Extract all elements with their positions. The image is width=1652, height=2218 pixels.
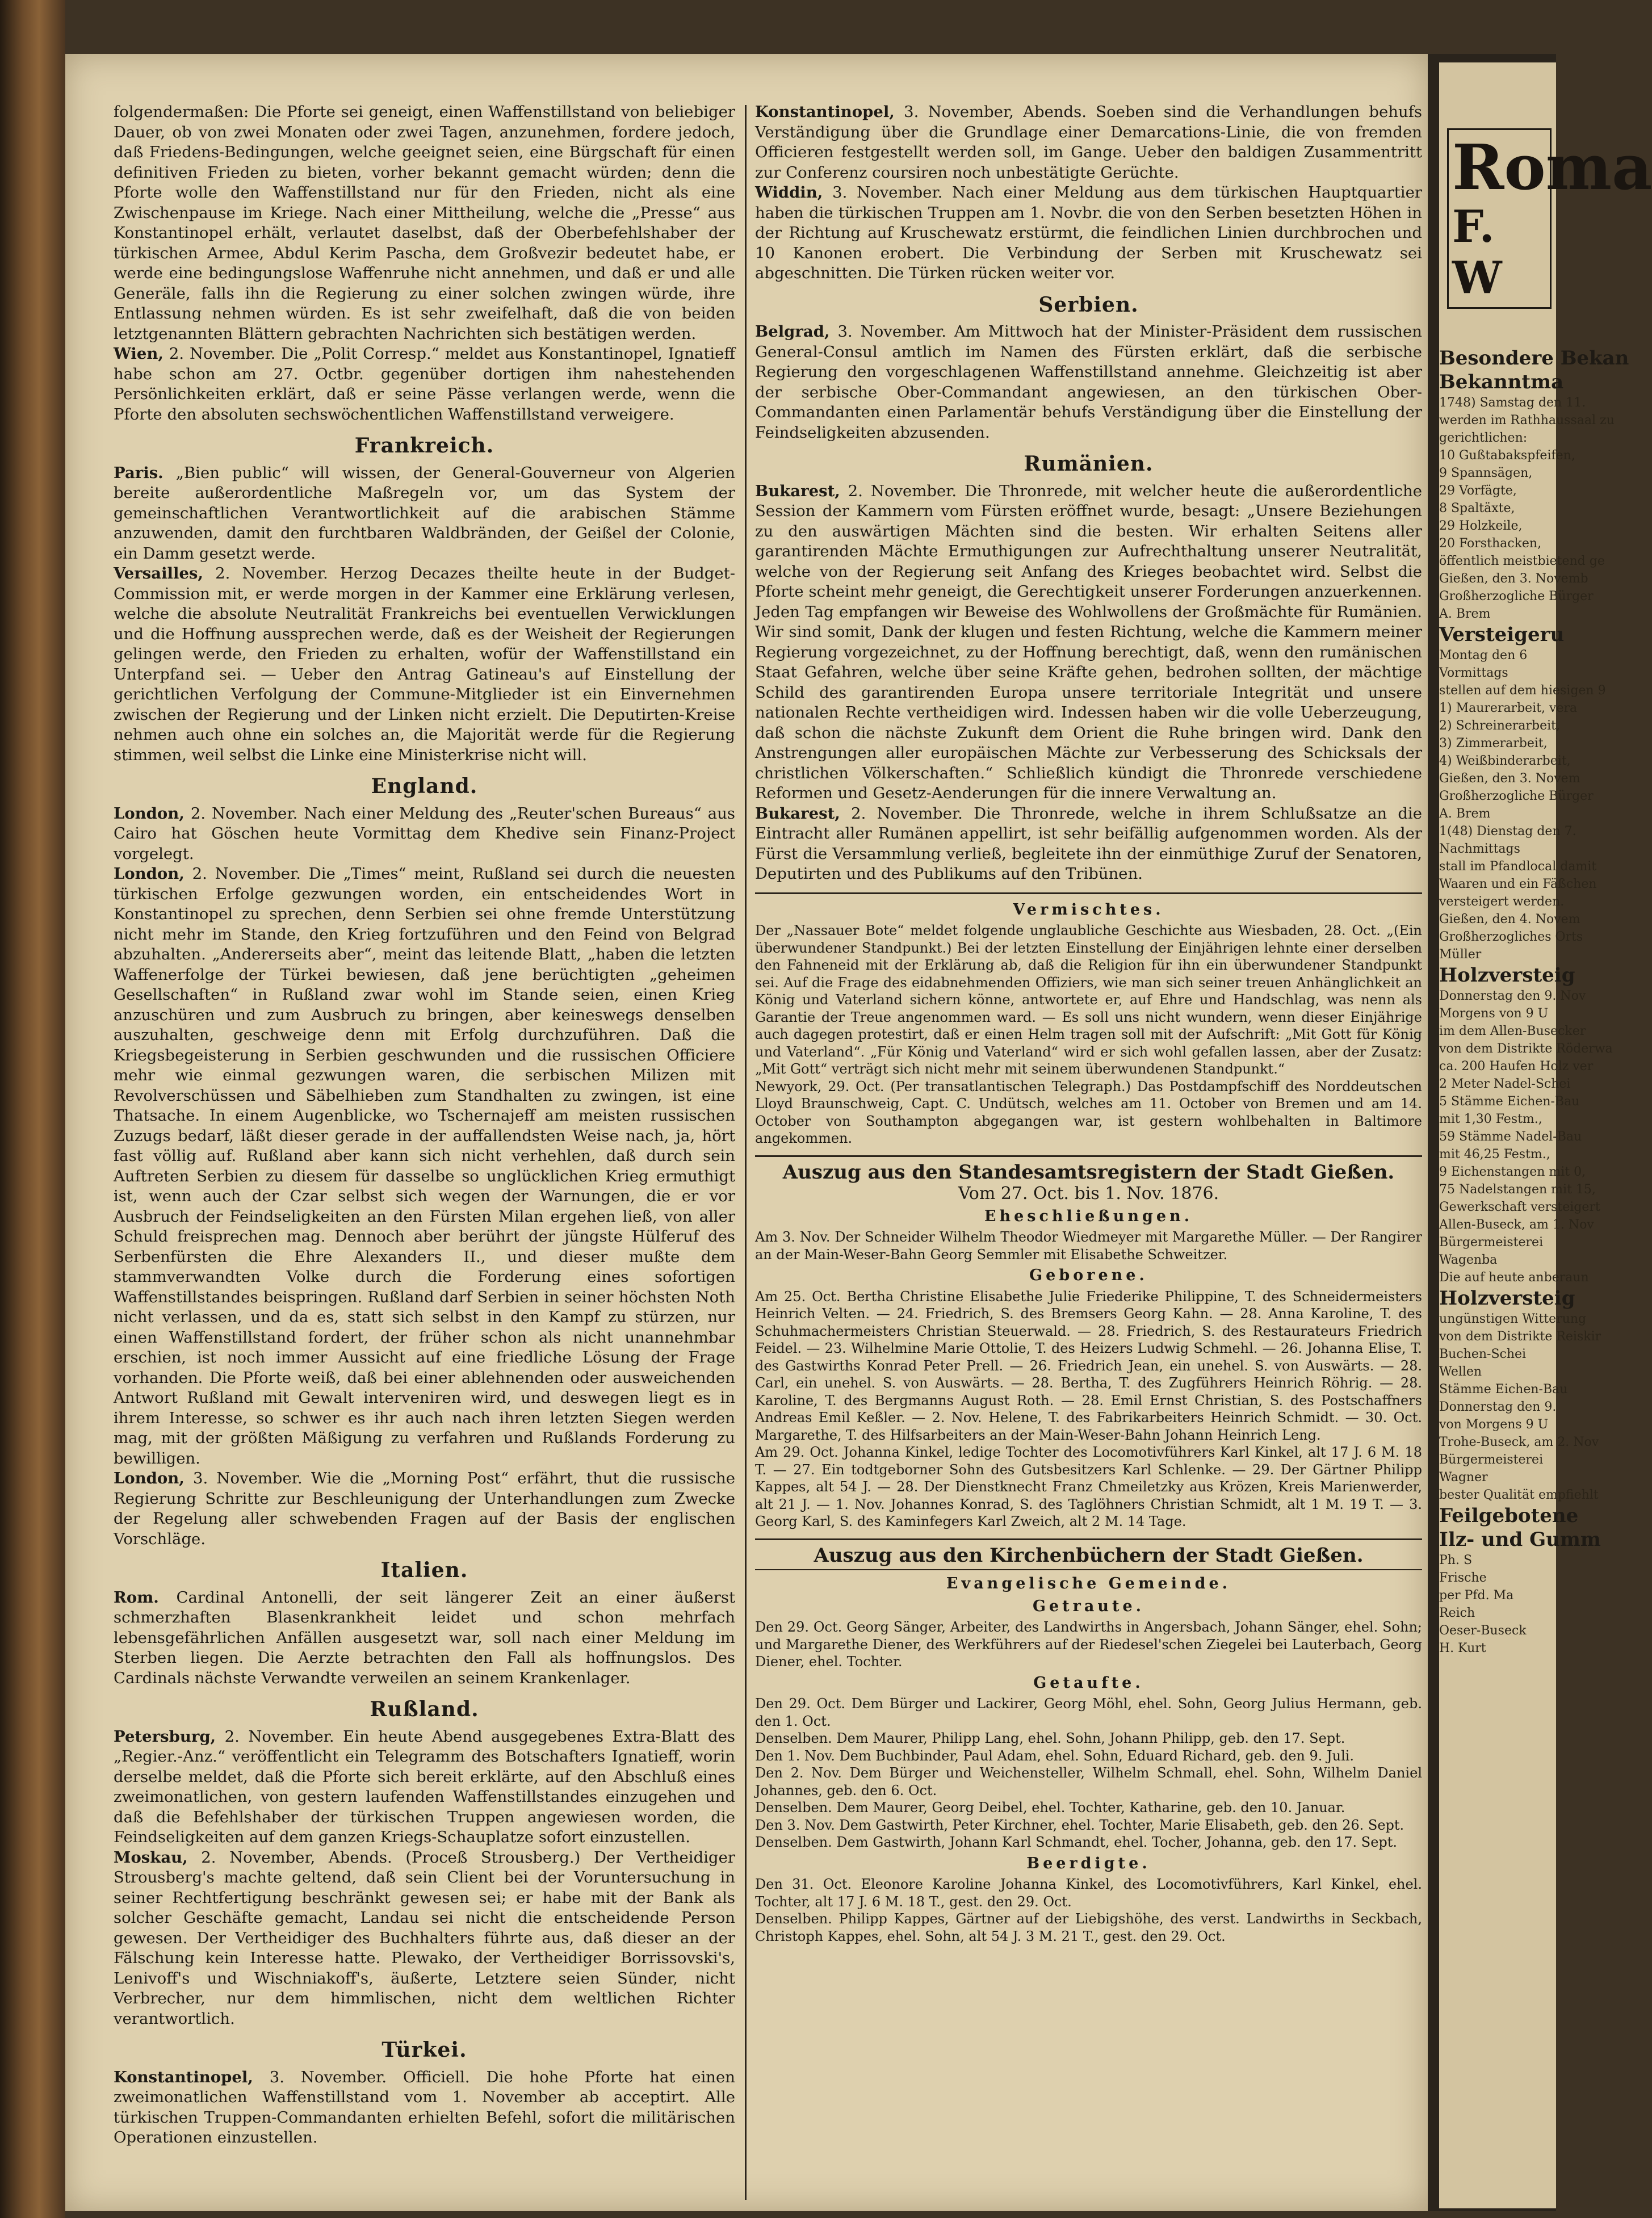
registry-entry: Am 25. Oct. Bertha Christine Elisabethe Julie Friederike Philippine, T. des Schneidermeisters Heinrich Velten. — 24. Friedrich, S. des Bremsers Georg Kahn. — 28. Anna Karoline, T. des Schuhmachermeisters Christian Steuerwald. — 28. Friedrich, S. des Restaurateurs Friedrich Feidel. — 23. Wilhelmine Marie Ottolie, T. des Heizers Ludwig Schmehl. — 26. Johanna Elise, T. des Gastwirths Konrad Peter Prell. — 26. Friedrich Jean, ein unehel. S. von Auswärts. — 28. Carl, ein unehel. S. von Auswärts. — 28. Bertha, T. des Zugführers Heinrich Röhrig. — 28. Karoline, T. des Bergmanns August Roth. — 28. Emil Ernst Christian, S. des Postschaffners Andreas Emil Keßler. — 2. Nov. Helene, T. des Fabrikarbeiters Heinrich Schmidt. — 30. Oct. Margarethe, T. des Hilfsarbeiters an der Main-Weser-Bahn Johann Heinrich Leng. xyxy=(755,1288,1422,1443)
article-paragraph: Widdin, 3. November. Nach einer Meldung aus dem türkischen Hauptquartier haben die türkischen Truppen am 1. Novbr. die von den Serben besetzten Höhen in der Richtung auf Kruschewatz erstürmt, die feindlichen Linien durchbrochen und 10 Kanonen erobert. Die Verbindung der Serben mit Kruschewatz sei abgeschnitten. Die Türken rücken weiter vor. xyxy=(755,183,1422,282)
ad-heading: Bekanntma xyxy=(1439,371,1564,393)
register-entry: Den 2. Nov. Dem Bürger und Weichensteller, Wilhelm Schmall, ehel. Sohn, Wilhelm Daniel Johannes, geb. den 6. Oct. xyxy=(755,1765,1422,1798)
ad-line: Gießen, den 4. Novem xyxy=(1439,912,1580,926)
left-column xyxy=(114,102,735,2148)
article-paragraph: Versailles, 2. November. Herzog Decazes theilte heute in der Budget-Commission mit, er werde morgen in der Kammer eine Erklärung verlesen, welche die absolute Neutralität Frankreichs bei eventuellen Verwicklungen und die Hoffnung aussprechen werde, daß es der Weisheit der Regierungen gelingen werde, den Frieden zu erhalten, wofür der Waffenstillstand ein Unterpfand sei. — Ueber den Antrag Gatineau's auf Einstellung der gerichtlichen Verfolgung der Commune-Mitglieder ist ein Einvernehmen zwischen der Regierung und der Linken nicht erzielt. Die Deputirten-Kreise nehmen auch ohne ein solches an, die Majorität werde für die Regierung stimmen, weil selbst die Linke eine Ministerkrise nicht will. xyxy=(114,564,735,764)
article-paragraph: Konstantinopel, 3. November. Officiell. Die hohe Pforte hat einen zweimonatlichen Waffenstillstand vom 1. November ab acceptirt. Alle türkischen Truppen-Commandanten erhielten Befehl, sofort die militärischen Operationen einzustellen. xyxy=(114,2068,735,2146)
section-heading: Italien. xyxy=(380,1558,468,1582)
ad-line: bester Qualität empfiehlt xyxy=(1439,1488,1599,1502)
ad-line: 59 Stämme Nadel-Bau xyxy=(1439,1130,1582,1144)
ad-line: Waaren und ein Fäßchen xyxy=(1439,877,1597,891)
ad-line: 20 Forsthacken, xyxy=(1439,536,1542,551)
register-entry: Den 1. Nov. Dem Buchbinder, Paul Adam, ehel. Sohn, Eduard Richard, geb. den 9. Juli. xyxy=(755,1747,1355,1764)
ad-heading: Holzversteig xyxy=(1439,1287,1575,1310)
rule xyxy=(755,1538,1422,1540)
ad-line: versteigert werden. xyxy=(1439,895,1565,909)
ad-line: Gewerkschaft versteigert xyxy=(1439,1200,1600,1214)
ad-line: 4) Weißbinderarbeit, xyxy=(1439,754,1571,768)
ad-heading: Besondere Bekan xyxy=(1439,347,1629,370)
ad-line: Wagenba xyxy=(1439,1253,1498,1267)
dateline: London, xyxy=(114,804,185,823)
article-paragraph: Der „Nassauer Bote“ meldet folgende unglaubliche Geschichte aus Wiesbaden, 28. Oct. „(Ein überwundener Standpunkt.) Bei der letzten Einstellung der Einjährigen lehnte einer derselben den Fahneneid mit der Erklärung ab, daß die Religion für ihn ein überwundener Standpunkt sei. Auf die Frage des eidabnehmenden Offiziers, wie man sich seiner treuen Anhänglichkeit an König und Vaterland sichern könne, antwortete er, auf Ehre und Handschlag, was nenn als Garantie der Treue angenommen ward. — Es soll uns nicht wundern, wenn dieser Einjährige auch dagegen protestirt, daß er einen Helm tragen soll mit der Aufschrift: „Mit Gott für König und Vaterland“. „Für König und Vaterland“ wird er sich wohl gefallen lassen, aber der Zusatz: „Mit Gott“ verträgt sich nicht mehr mit seinem überwundenen Standpunkt.“ xyxy=(755,923,1422,1077)
rule xyxy=(755,892,1422,894)
article-paragraph: Konstantinopel, 3. November, Abends. Soeben sind die Verhandlungen behufs Verständigung über die Grundlage einer Demarcations-Linie, die von fremden Officieren festgestellt werden soll, im Gange. Ueber den baldigen Zusammentritt zur Conferenz coursiren noch unbestätigte Gerüchte. xyxy=(755,103,1422,182)
right-column xyxy=(755,102,1422,1945)
registry-title: Auszug aus den Standesamtsregistern der Stadt Gießen. xyxy=(782,1160,1395,1184)
article-paragraph: Rom. Cardinal Antonelli, der seit längerer Zeit an einer äußerst schmerzhaften Blasenkrankheit leidet und schon mehrfach lebensgefährlichen Anfällen ausgesetzt war, soll nach einer Meldung im Sterben liegen. Die Aerzte betrachten den Fall als hoffnungslos. Des Cardinals nächste Verwandte verweilen an seinem Krankenlager. xyxy=(114,1588,735,1687)
article-paragraph: Newyork, 29. Oct. (Per transatlantischen Telegraph.) Das Postdampfschiff des Norddeutschen Lloyd Braunschweig, Capt. C. Undütsch, welches am 11. October von Bremen und am 14. October von Southampton abgegangen war, ist gestern wohlbehalten in Baltimore angekommen. xyxy=(755,1078,1422,1146)
newspaper-page xyxy=(65,54,1428,2211)
ad-line: Stämme Eichen-Bau xyxy=(1439,1382,1568,1397)
article-paragraph: Belgrad, 3. November. Am Mittwoch hat der Minister-Präsident dem russischen General-Consul amtlich im Namen des Fürsten erklärt, daß die serbische Regierung den vorgeschlagenen Waffenstillstand annehme. Gleichzeitig ist aber der serbische Ober-Commandant angewiesen, an den türkischen Ober-Commandanten einen Parlamentär behufs Verständigung über die Einstellung der Feindseligkeiten abzusenden. xyxy=(755,322,1422,442)
ad-line: 5 Stämme Eichen-Bau xyxy=(1439,1095,1580,1109)
registry-date-range: Vom 27. Oct. bis 1. Nov. 1876. xyxy=(958,1184,1219,1204)
registry-subheading: Eheschließungen. xyxy=(984,1207,1193,1225)
ad-line: 9 Eichenstangen mit 0, xyxy=(1439,1165,1586,1179)
ad-line: Bürgermeisterei xyxy=(1439,1235,1544,1250)
ad-line: 8 Spaltäxte, xyxy=(1439,501,1515,515)
ad-line: per Pfd. Ma xyxy=(1439,1588,1514,1603)
registry-entry: Am 29. Oct. Johanna Kinkel, ledige Tochter des Locomotivführers Karl Kinkel, alt 17 J. 6 M. 18 T. — 27. Ein todtgeborner Sohn des Gutsbesitzers Karl Schlenke. — 29. Der Gärtner Philipp Kappes, alt 54 J. — 28. Der Dienstknecht Franz Chmeiletzky aus Krözen, Kreis Marienwerder, alt 21 J. — 1. Nov. Johannes Konrad, S. des Taglöhners Christian Schmidt, alt 1 M. 19 T. — 3. Georg Karl, S. des Kaminfegers Karl Zweich, alt 2 M. 14 Tage. xyxy=(755,1444,1422,1529)
ad-title-large: Roma xyxy=(1452,131,1652,204)
section-heading: Türkei. xyxy=(381,2038,467,2062)
ad-line: ungünstigen Witterung xyxy=(1439,1312,1587,1326)
ad-line: A. Brem xyxy=(1439,807,1491,821)
ad-line: 10 Gußtabakspfeifen, xyxy=(1439,448,1575,463)
register-entry: Den 29. Oct. Georg Sänger, Arbeiter, des Landwirths in Angersbach, Johann Sänger, ehel. Sohn; und Margarethe Diener, des Werkführers auf der Riedesel'schen Ziegelei bei Lauterbach, Georg Diener, ehel. Tochter. xyxy=(755,1619,1422,1670)
ad-line: 9 Spannsägen, xyxy=(1439,466,1533,480)
ad-line: werden im Rathhaussaal zu xyxy=(1439,413,1615,427)
dateline: Versailles, xyxy=(114,564,203,582)
ad-line: Großherzogliches Orts xyxy=(1439,930,1583,944)
dateline: Moskau, xyxy=(114,1848,188,1867)
ad-line: 29 Holzkeile, xyxy=(1439,519,1523,533)
ad-lines xyxy=(1439,394,1615,1657)
dateline: Wien, xyxy=(114,345,163,363)
ad-line: von dem Distrikte Reiskir xyxy=(1439,1330,1601,1344)
section-heading: England. xyxy=(371,774,478,798)
ad-line: H. Kurt xyxy=(1439,1641,1486,1655)
rule xyxy=(755,1569,1422,1570)
ad-line: Montag den 6 xyxy=(1439,648,1528,663)
register-subheading: Getaufte. xyxy=(1033,1674,1144,1692)
ad-line: Gießen, den 3. Novem xyxy=(1439,772,1580,786)
section-heading: Vermischtes. xyxy=(1013,900,1164,919)
ad-line: Frische xyxy=(1439,1571,1487,1585)
ad-line: ca. 200 Haufen Holz ver xyxy=(1439,1059,1594,1074)
ad-line: Müller xyxy=(1439,947,1482,962)
ad-line: im dem Allen-Busecker xyxy=(1439,1024,1586,1038)
ad-heading: Ilz- und Gumm xyxy=(1439,1528,1601,1551)
register-entry: Denselben. Dem Gastwirth, Johann Karl Schmandt, ehel. Tocher, Johanna, geb. den 17. Sept. xyxy=(755,1834,1398,1850)
section-heading: Rußland. xyxy=(370,1697,479,1721)
article-paragraph: Petersburg, 2. November. Ein heute Abend ausgegebenes Extra-Blatt des „Regier.-Anz.“ veröffentlicht ein Telegramm des Botschafters Ignatieff, worin derselbe meldet, daß die Pforte sich bereit erklärte, auf den Abschluß eines zweimonatlichen, von gestern laufenden Waffenstillstandes einzugehen und daß die Befehlshaber der türkischen Truppen angewiesen worden, die Feindseligkeiten auf dem ganzen Kriegs-Schauplatze sofort einzustellen. xyxy=(114,1727,735,1846)
section-heading: Serbien. xyxy=(1038,292,1139,317)
column-rule xyxy=(745,105,747,2200)
book-spine xyxy=(0,0,65,2218)
ad-line: von dem Distrikte Röderwa xyxy=(1439,1042,1613,1056)
registry-entry: Am 3. Nov. Der Schneider Wilhelm Theodor Wiedmeyer mit Margarethe Müller. — Der Rangirer an der Main-Weser-Bahn Georg Semmler mit Elisabethe Schweitzer. xyxy=(755,1229,1422,1263)
ad-line: Donnerstag den 9. Nov xyxy=(1439,989,1586,1003)
ad-line: 3) Zimmerarbeit, xyxy=(1439,736,1548,750)
register-subheading: Getraute. xyxy=(1032,1597,1145,1615)
article-paragraph: Paris. „Bien public“ will wissen, der General-Gouverneur von Algerien bereite außerordentliche Maßregeln vor, um das System der gemeinschaftlichen Verantwortlichkeit auf die arabischen Stämme anzuwenden, damit den furchtbaren Waldbränden, der Geißel der Colonie, ein Damm gesetzt werde. xyxy=(114,463,735,563)
congregation-heading: Evangelische Gemeinde. xyxy=(946,1575,1231,1592)
article-paragraph: Bukarest, 2. November. Die Thronrede, mit welcher heute die außerordentliche Session der Kammern vom Fürsten eröffnet wurde, besagt: „Unsere Beziehungen zu den auswärtigen Mächten sind die besten. Wir erhalten Seitens aller garantirenden Mächte Ermuthigungen zur Aufrechthaltung unserer Neutralität, welche von der Regierung seit Anfang des Krieges beobachtet wird. Selbst die Pforte scheint mehr geneigt, die Gerechtigkeit unserer Forderungen anzuerkennen. Jeden Tag empfangen wir Beweise des Wohlwollens der Großmächte für Rumänien. Wir sind somit, Dank der klugen und festen Richtung, welche die Kammern meiner Regierung vorgezeichnet, zu der Hoffnung berechtigt, daß, wenn den rumänischen Staat Gefahren, welche über seine Kräfte gehen, bedrohen sollten, der mächtige Schild des garantirenden Europa unsere territoriale Integrität und unsere nationalen Rechte vertheidigen wird. Indessen haben wir die volle Ueberzeugung, daß schon die nächste Zukunft dem Orient die Ruhe bringen wird. Dank den Anstrengungen aller europäischen Mächte zur Verbesserung des Schicksals der christlichen Völkerschaften.“ Schließlich kündigt die Thronrede verschiedene Reformen und Gesetz-Aenderungen für die innere Verwaltung an. xyxy=(755,481,1422,802)
ad-heading: Feilgebotene xyxy=(1439,1504,1579,1527)
article-paragraph: London, 2. November. Nach einer Meldung des „Reuter'schen Bureaus“ aus Cairo hat Göschen heute Vormittag dem Khedive sein Finanz-Project vorgelegt. xyxy=(114,804,735,863)
article-paragraph: Bukarest, 2. November. Die Thronrede, welche in ihrem Schlußsatze an die Eintracht aller Rumänen appellirt, ist sehr beifällig aufgenommen worden. Als der Fürst die Versammlung verließ, begleitete ihn der einmüthige Zuruf der Senatoren, Deputirten und des Publikums auf den Tribünen. xyxy=(755,804,1422,883)
dateline: Belgrad, xyxy=(755,322,830,341)
ad-line: öffentlich meistbietend ge xyxy=(1439,554,1605,568)
dateline: Konstantinopel, xyxy=(114,2068,253,2086)
register-entry: Denselben. Dem Maurer, Philipp Lang, ehel. Sohn, Johann Philipp, geb. den 17. Sept. xyxy=(755,1730,1345,1746)
ad-heading: Holzversteig xyxy=(1439,964,1575,987)
ad-line: Bürgermeisterei xyxy=(1439,1453,1544,1467)
dateline: London, xyxy=(114,865,185,883)
dateline: Konstantinopel, xyxy=(755,103,895,121)
register-subheading: Beerdigte. xyxy=(1026,1854,1151,1872)
ad-line: von Morgens 9 U xyxy=(1439,1418,1549,1432)
ad-line: 2 Meter Nadel-Schei xyxy=(1439,1077,1571,1091)
ad-line: Donnerstag den 9. xyxy=(1439,1400,1557,1414)
ad-line: Oeser-Buseck xyxy=(1439,1624,1527,1638)
ad-line: A. Brem xyxy=(1439,607,1491,621)
ad-line: Wagner xyxy=(1439,1470,1488,1485)
ad-line: Wellen xyxy=(1439,1365,1482,1379)
register-entry: Denselben. Dem Maurer, Georg Deibel, ehel. Tochter, Katharine, geb. den 10. Januar. xyxy=(755,1800,1345,1816)
ad-line: Ph. S xyxy=(1439,1553,1473,1567)
ad-line: Trohe-Buseck, am 2. Nov xyxy=(1439,1435,1599,1449)
article-paragraph: London, 3. November. Wie die „Morning Post“ erfährt, thut die russische Regierung Schritte zur Beschleunigung der Unterhandlungen zum Zwecke der Regelung aller schwebenden Fragen auf der Basis der englischen Vorschläge. xyxy=(114,1469,735,1548)
ad-line: 29 Vorfägte, xyxy=(1439,484,1517,498)
registry-subheading: Geborene. xyxy=(1029,1267,1148,1284)
dateline: Widdin, xyxy=(755,183,823,202)
article-paragraph: Moskau, 2. November, Abends. (Proceß Strousberg.) Der Vertheidiger Strousberg's machte geltend, daß sein Client bei der Voruntersuchung in seiner Rechtfertigung beschränkt gewesen sei; er habe mit der Bank als solcher Geschäfte gemacht, Landau sei nicht die entscheidende Person gewesen. Der Vertheidiger des Buchhalters führte aus, daß dieser an der Fälschung kein Interesse hatte. Plewako, der Vertheidiger Borrissovski's, Lenivoff's und Wischniakoff's, äußerte, Letztere seien Sünder, nicht Verbrecher, nur dem himmlischen, nicht dem weltlichen Richter verantwortlich. xyxy=(114,1848,735,2028)
ad-line: Allen-Buseck, am 1. Nov xyxy=(1439,1218,1594,1232)
ad-line: Nachmittags xyxy=(1439,842,1520,856)
ad-line: Reich xyxy=(1439,1606,1475,1620)
ad-line: Morgens von 9 U xyxy=(1439,1007,1549,1021)
dateline: Bukarest, xyxy=(755,804,840,823)
ad-line: 1748) Samstag den 11. xyxy=(1439,396,1586,410)
ad-line: 1(48) Dienstag den 7. xyxy=(1439,824,1576,838)
ad-line: 75 Nadelstangen mit 15, xyxy=(1439,1183,1596,1197)
section-heading: Frankreich. xyxy=(354,434,494,458)
register-entry: Den 29. Oct. Dem Bürger und Lackirer, Georg Möhl, ehel. Sohn, Georg Julius Hermann, geb. den 1. Oct. xyxy=(755,1696,1422,1729)
article-paragraph: folgendermaßen: Die Pforte sei geneigt, einen Waffenstillstand von beliebiger Dauer, ob von zwei Monaten oder zwei Tagen, anzunehmen, fordere jedoch, daß Friedens-Bedingungen, welche geeignet seien, eine Bürgschaft für einen definitiven Frieden zu bieten, vorher bekannt gemacht würden; denn die Pforte wolle den Waffenstillstand nur für den Frieden, nicht als eine Zwischenpause im Kriege. Nach einer Mittheilung, welche die „Presse“ aus Konstantinopel erhält, verlautet daselbst, daß der Oberbefehlshaber der türkischen Armee, Abdul Kerim Pascha, dem Großvezir bedeutet habe, er werde eine bedingungslose Waffenruhe nicht annehmen, und daß er und alle Generäle, falls ihn die Regierung zu einer solchen zwingen würde, ihre Entlassung nehmen würden. Es ist sehr zweifelhaft, daß die von beiden letztgenannten Blättern gebrachten Nachrichten sich bestätigen werden. xyxy=(114,103,735,343)
ad-line: Großherzogliche Bürger xyxy=(1439,789,1594,803)
ad-line: Die auf heute anberaun xyxy=(1439,1271,1589,1285)
register-entry: Denselben. Philipp Kappes, Gärtner auf der Liebigshöhe, des verst. Landwirths in Seckbach, Christoph Kappes, ehel. Sohn, alt 54 J. 3 M. 21 T., gest. den 29. Oct. xyxy=(755,1911,1422,1944)
ad-line: stall im Pfandlocal damit xyxy=(1439,859,1597,874)
dateline: Paris. xyxy=(114,463,163,482)
article-paragraph: London, 2. November. Die „Times“ meint, Rußland sei durch die neuesten türkischen Erfolge gezwungen worden, ein entscheidendes Wort in Konstantinopel zu sprechen, denn Serbien sei ohne fremde Unterstützung nicht mehr im Stande, den Krieg fortzuführen und den Feind von Belgrad abzuhalten. „Andererseits aber“, meint das leitende Blatt, „haben die letzten Waffenerfolge der Türkei bewiesen, daß jene berüchtigten „geheimen Gesellschaften“ in Rußland zwar wohl im Stande seien, einen Krieg anzuschüren und zum Ausbruch zu bringen, aber keineswegs denselben auszuhalten, geschweige denn mit Erfolg durchzuführen. Daß die Kriegsbegeisterung in Serbien geschwunden und die russischen Officiere mehr wie einmal gezwungen waren, die serbischen Milizen mit Revolverschüssen und Säbelhieben zum Standhalten zu zwingen, ist eine Thatsache. In einem Augenblicke, wo Tschernajeff am meisten russischen Zuzugs bedarf, läßt dieser gerade in der auffallendsten Weise nach, ja, hört fast völlig auf. Rußland aber kann sich nicht verhehlen, daß durch sein Auftreten Serbien zu diesem für dasselbe so unglücklichen Krieg ermuthigt ist, wenn auch der Czar selbst sich wegen der Warnungen, die er vor Ausbruch der Feindseligkeiten an den Fürsten Milan ergehen ließ, von aller Schuld freisprechen mag. Dennoch aber berührt der jüngste Hülferuf des Serbenfürsten die Ehre Alexanders II., und dieser mußte dem stammverwandten Volke durch die Forderung eines sofortigen Waffenstillstandes beispringen. Rußland darf Serbien in seiner höchsten Noth nicht verlassen, und da es, statt sich selbst in den Kampf zu stürzen, nur einen Waffenstillstand fordert, der früher schon als nicht unannehmbar erschien, ist noch immer Aussicht auf eine friedliche Lösung der Frage vorhanden. Die Pforte weiß, daß bei einer ablehnenden oder ausweichenden Antwort Rußland mit Gewalt interveniren wird, und deswegen liegt es in ihrem Interesse, so schwer es ihr auch nach ihren letzten Siegen werden mag, mit der größten Mäßigung zu verfahren und Rußlands Forderung zu bewilligen. xyxy=(114,865,735,1468)
register-entry: Den 31. Oct. Eleonore Karoline Johanna Kinkel, des Locomotivführers, Karl Kinkel, ehel. Tochter, alt 17 J. 6 M. 18 T., gest. den 29. Oct. xyxy=(755,1876,1422,1910)
article-paragraph: Wien, 2. November. Die „Polit Corresp.“ meldet aus Konstantinopel, Ignatieff habe schon am 27. Octbr. gegenüber dortigen ihm nahestehenden Persönlichkeiten erklärt, daß er seine Pässe verlangen werde, wenn die Pforte den absoluten sechswöchentlichen Waffenstillstand verweigere. xyxy=(114,345,735,424)
ad-line: Gießen, den 3. Novemb xyxy=(1439,572,1588,586)
section-heading: Rumänien. xyxy=(1024,452,1154,476)
dateline: Rom. xyxy=(114,1588,159,1607)
ad-line: Buchen-Schei xyxy=(1439,1347,1527,1361)
dateline: Petersburg, xyxy=(114,1727,216,1746)
ad-line: Großherzogliche Bürger xyxy=(1439,589,1594,603)
ad-line: 1) Maurerarbeit, vera xyxy=(1439,701,1578,715)
ad-line: stellen auf dem hiesigen 9 xyxy=(1439,684,1606,698)
church-register-title: Auszug aus den Kirchenbüchern der Stadt Gießen. xyxy=(814,1544,1364,1567)
dateline: London, xyxy=(114,1469,185,1487)
ad-line: mit 46,25 Festm., xyxy=(1439,1147,1550,1162)
register-entry: Den 3. Nov. Dem Gastwirth, Peter Kirchner, ehel. Tochter, Marie Elisabeth, geb. den 26. Sept. xyxy=(755,1817,1404,1833)
rule xyxy=(755,1155,1422,1157)
ad-line: mit 1,30 Festm., xyxy=(1439,1112,1542,1126)
ad-heading: Versteigeru xyxy=(1439,623,1565,646)
ad-title-initials: F. W xyxy=(1452,201,1502,304)
ad-line: 2) Schreinerarbeit, xyxy=(1439,719,1561,733)
adjacent-page-ads xyxy=(1439,62,1652,2208)
ad-line: Vormittags xyxy=(1439,666,1508,680)
ad-line: gerichtlichen: xyxy=(1439,431,1528,445)
dateline: Bukarest, xyxy=(755,481,840,500)
